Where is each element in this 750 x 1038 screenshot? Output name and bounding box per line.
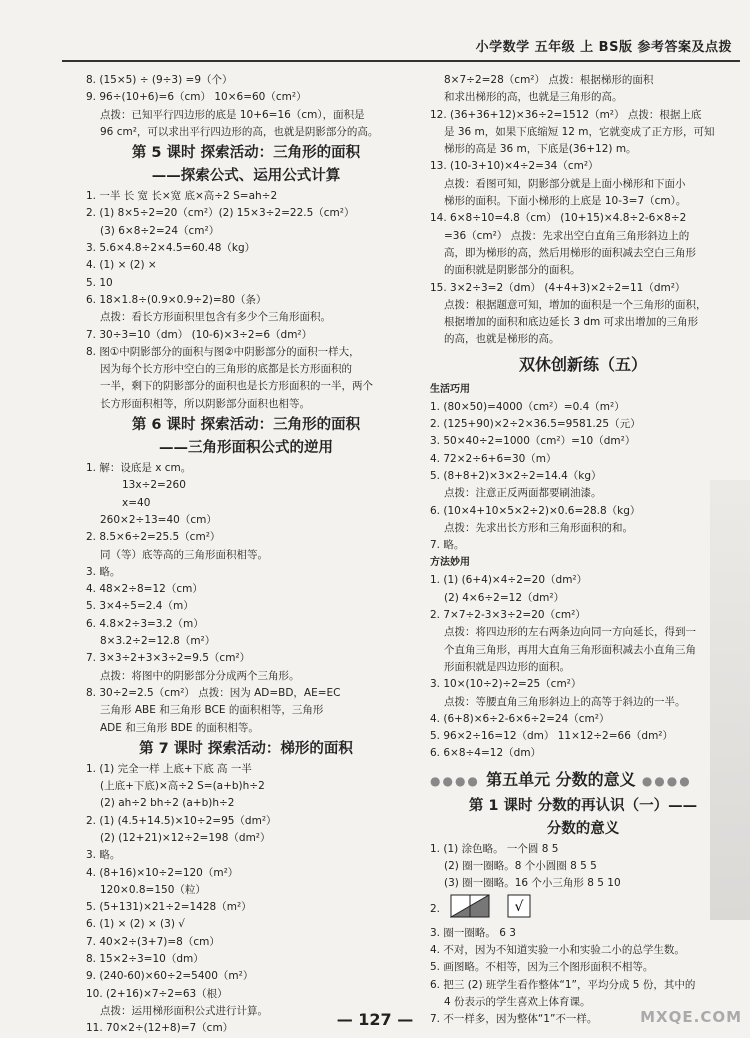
answer-line: 4. 72×2÷6+6=30（m） — [430, 452, 557, 465]
answer-line: 3. 50×40÷2=1000（cm²）=10（dm²） — [430, 435, 636, 448]
category-label: 方法妙用 — [430, 557, 470, 569]
answer-line: 13x÷2=260 — [122, 479, 186, 492]
answer-line: 8. 15×2÷3=10（dm） — [86, 953, 204, 966]
answer-line: 1. 一半 长 宽 长×宽 底×高÷2 S=ah÷2 — [86, 190, 278, 203]
hint-line: 点拨：根据题意可知，增加的面积是一个三角形的面积， — [444, 298, 707, 311]
right-column — [430, 72, 736, 1029]
answer-line: 8. (15×5) ÷ (9÷3) =9（个） — [86, 74, 233, 86]
lesson-heading: 第 7 课时 探索活动：梯形的面积 — [139, 740, 353, 757]
lesson-heading: 第 1 课时 分数的再认识（一）—— — [468, 797, 698, 814]
answer-line: 10. (2+16)×7÷2=63（根） — [86, 987, 228, 1000]
answer-line: 5. (8+8+2)×3×2÷2=14.4（kg） — [430, 469, 602, 482]
answer-line: 1. (1) 涂色略。 一个圆 8 5 — [430, 842, 559, 855]
answer-line: 6. 18×1.8÷(0.9×0.9÷2)=80（条） — [86, 293, 267, 306]
answer-line: (上底+下底)×高÷2 S=(a+b)h÷2 — [100, 780, 265, 793]
answer-line: (3) 6×8÷2=24（cm²） — [100, 224, 220, 237]
answer-line: 5. 10 — [86, 276, 113, 289]
shaded-figures — [450, 893, 542, 925]
answer-line: 同（等）底等高的三角形面积相等。 — [100, 548, 268, 561]
lesson-heading: 分数的意义 — [546, 820, 620, 837]
answer-line: 15. 3×2÷3=2（dm） (4+4+3)×2÷2=11（dm²） — [430, 281, 686, 294]
answer-line: 8. 图①中阴影部分的面积与图②中阴影部分的面积一样大， — [86, 345, 360, 358]
answer-line: 1. (80×50)=4000（cm²）=0.4（m²） — [430, 400, 625, 413]
answer-line: 形面积就是四边形的面积。 — [444, 660, 570, 673]
answer-line: 3. 略。 — [86, 565, 121, 578]
answer-line: 6. (1) × (2) × (3) √ — [86, 918, 185, 931]
answer-line: 7. 3×3÷2+3×3÷2=9.5（cm²） — [86, 652, 251, 665]
hint-line: 点拨：注意正反两面都要刷油漆。 — [444, 487, 602, 500]
answer-line: 7. 30÷3=10（dm） (10-6)×3÷2=6（dm²） — [86, 328, 313, 341]
answer-line: 1. 解：设底是 x cm。 — [86, 462, 192, 475]
header-rule — [62, 60, 740, 62]
answer-line: 13. (10-3+10)×4÷2=34（cm²） — [430, 160, 599, 173]
answer-line: 96 cm²，可以求出平行四边形的高，也就是阴影部分的高。 — [100, 125, 379, 138]
answer-line: 三角形 ABE 和三角形 BCE 的面积相等，三角形 — [100, 704, 324, 717]
answer-line: 8×7÷2=28（cm²） 点拨：根据梯形的面积 — [444, 74, 654, 86]
answer-line: 1. (1) 完全一样 上底+下底 高 一半 — [86, 762, 252, 775]
decor-dots-icon: ●●●● — [430, 773, 487, 788]
answer-line: 5. 画图略。不相等，因为三个图形面积不相等。 — [430, 961, 654, 974]
watermark: MXQE.COM — [640, 1008, 742, 1026]
answer-line: (3) 圈一圈略。16 个小三角形 8 5 10 — [444, 877, 621, 890]
answer-line: 8. 30÷2=2.5（cm²） 点拨：因为 AD=BD，AE=EC — [86, 686, 341, 699]
answer-line: 4. (6+8)×6÷2-6×6÷2=24（cm²） — [430, 712, 610, 725]
answer-line: 6. (10×4+10×5×2÷2)×0.6=28.8（kg） — [430, 504, 641, 517]
answer-line: 2. (1) (4.5+14.5)×10÷2=95（dm²） — [86, 814, 277, 827]
hint-line: 点拨：将四边形的左右两条边向同一方向延长，得到一 — [444, 626, 696, 639]
check-mark-icon: √ — [514, 898, 524, 915]
answer-line: 3. 略。 — [86, 849, 121, 862]
question-number: 2. — [430, 902, 441, 915]
answer-line: =36（cm²） 点拨：先求出空白直角三角形斜边上的 — [444, 229, 690, 242]
answer-line: (2) 4×6÷2=12（dm²） — [444, 591, 565, 604]
answer-line: 7. 40×2÷(3+7)=8（cm） — [86, 935, 220, 948]
answer-line: ADE 和三角形 BDE 的面积相等。 — [100, 721, 259, 734]
answer-line: 260×2÷13=40（cm） — [100, 513, 217, 526]
answer-line: 4 份表示的学生喜欢上体育课。 — [444, 996, 591, 1009]
category-label: 生活巧用 — [430, 383, 470, 395]
unit-heading — [430, 767, 736, 794]
answer-line: 1. (1) (6+4)×4÷2=20（dm²） — [430, 574, 588, 587]
answer-line: 一半，剩下的阴影部分的面积也是长方形面积的一半，两个 — [100, 380, 373, 393]
answer-line: 6. 6×8÷4=12（dm） — [430, 747, 542, 760]
answer-line: 4. 不对，因为不知道实验一小和实验二小的总学生数。 — [430, 944, 685, 957]
answer-line: 5. 3×4÷5=2.4（m） — [86, 600, 194, 613]
answer-line: 6. 4.8×2÷3=3.2（m） — [86, 617, 204, 630]
answer-line: x=40 — [122, 496, 151, 509]
section-heading: 双休创新练（五） — [518, 354, 647, 374]
answer-line: 4. 48×2÷8=12（cm） — [86, 583, 203, 596]
answer-line: (2) 圈一圈略。8 个小圆圈 8 5 5 — [444, 859, 597, 872]
answer-line: 14. 6×8÷10=4.8（cm） (10+15)×4.8÷2-6×8÷2 — [430, 212, 687, 225]
hint-line: 点拨：看图可知，阴影部分就是上面小梯形和下面小 — [444, 177, 686, 190]
answer-line: 2. 7×7÷2-3×3÷2=20（cm²） — [430, 609, 586, 622]
answer-line — [430, 893, 736, 925]
answer-line: 4. (1) × (2) × — [86, 259, 157, 272]
answer-line: 是 36 m，如果下底缩短 12 m，它就变成了正方形，可知 — [444, 125, 715, 138]
lesson-heading: ——三角形面积公式的逆用 — [159, 440, 333, 457]
answer-line: 高，即为梯形的高，然后用梯形的面积减去空白三角形 — [444, 246, 696, 259]
answer-line: 2. (1) 8×5÷2=20（cm²）(2) 15×3÷2=22.5（cm²） — [86, 207, 355, 220]
answer-line: 9. 96÷(10+6)=6（cm） 10×6=60（cm²） — [86, 91, 307, 104]
answer-line: 的面积就是阴影部分的面积。 — [444, 264, 581, 277]
answer-line: 和求出梯形的高，也就是三角形的高。 — [444, 91, 623, 104]
answer-line: 12. (36+36+12)×36÷2=1512（m²） 点拨：根据上底 — [430, 108, 702, 121]
answer-line: 4. (8+16)×10÷2=120（m²） — [86, 866, 239, 879]
page-number: — 127 — — [336, 1010, 414, 1029]
answer-line: (2) ah÷2 bh÷2 (a+b)h÷2 — [100, 797, 235, 810]
hint-line: 点拨：将图中的阴影部分分成两个三角形。 — [100, 669, 300, 682]
answer-line: 11. 70×2÷(12+8)=7（cm） — [86, 1022, 234, 1035]
answer-line: 8×3.2÷2=12.8（m²） — [100, 635, 216, 648]
answer-line: 5. 96×2÷16=12（dm） 11×12÷2=66（dm²） — [430, 730, 674, 743]
answer-line: 7. 略。 — [430, 539, 465, 552]
answer-line: 6. 把三 (2) 班学生看作整体“1”，平均分成 5 份，其中的 — [430, 978, 696, 991]
answer-line: (2) (12+21)×12÷2=198（dm²） — [100, 831, 271, 844]
unit-title: 第五单元 分数的意义 — [486, 769, 636, 789]
page-header: 小学数学 五年级 上 BS版 参考答案及点拨 — [475, 40, 732, 55]
answer-line: 根据增加的面积和底边延长 3 dm 可求出增加的三角形 — [444, 316, 699, 329]
answer-line: 3. 圈一圈略。 6 3 — [430, 926, 516, 939]
hint-line: 点拨：运用梯形面积公式进行计算。 — [100, 1004, 268, 1017]
answer-line: 梯形的面积。下面小梯形的上底是 10-3=7（cm）。 — [444, 195, 687, 208]
answer-line: 的高，也就是梯形的高。 — [444, 333, 560, 346]
left-column — [86, 72, 406, 1038]
hint-line: 点拨：已知平行四边形的底是 10+6=16（cm），面积是 — [100, 108, 365, 121]
answer-line: 3. 5.6×4.8÷2×4.5=60.48（kg） — [86, 242, 256, 255]
lesson-heading: 第 5 课时 探索活动：三角形的面积 — [131, 145, 361, 162]
answer-line: 5. (5+131)×21÷2=1428（m²） — [86, 901, 252, 914]
hint-line: 点拨：看长方形面积里包含有多少个三角形面积。 — [100, 311, 331, 324]
answer-line: 个直角三角形，再用大直角三角形面积减去小直角三角 — [444, 643, 696, 656]
lesson-heading: 第 6 课时 探索活动：三角形的面积 — [131, 417, 361, 434]
answer-line: 3. 10×(10÷2)÷2=25（cm²） — [430, 678, 582, 691]
lesson-heading: ——探索公式、运用公式计算 — [151, 168, 341, 185]
decor-dots-icon: ●●●● — [635, 773, 692, 788]
answer-line: 120×0.8=150（粒） — [100, 883, 206, 896]
answer-line: 9. (240-60)×60÷2=5400（m²） — [86, 970, 254, 983]
hint-line: 点拨：等腰直角三角形斜边上的高等于斜边的一半。 — [444, 695, 686, 708]
answer-line: 因为每个长方形中空白的三角形的底都是长方形面积的 — [100, 363, 352, 376]
answer-line: 梯形的高是 36 m，下底是(36+12) m。 — [444, 143, 637, 156]
answer-line: 7. 不一样多，因为整体“1”不一样。 — [430, 1013, 598, 1026]
parallelogram-figures — [450, 893, 542, 919]
answer-line: 长方形面积相等，所以阴影部分面积也相等。 — [100, 397, 310, 410]
answer-line: 2. 8.5×6÷2=25.5（cm²） — [86, 531, 221, 544]
answer-line: 2. (125+90)×2÷2×36.5=9581.25（元） — [430, 418, 641, 431]
hint-line: 点拨：先求出长方形和三角形面积的和。 — [444, 521, 633, 534]
